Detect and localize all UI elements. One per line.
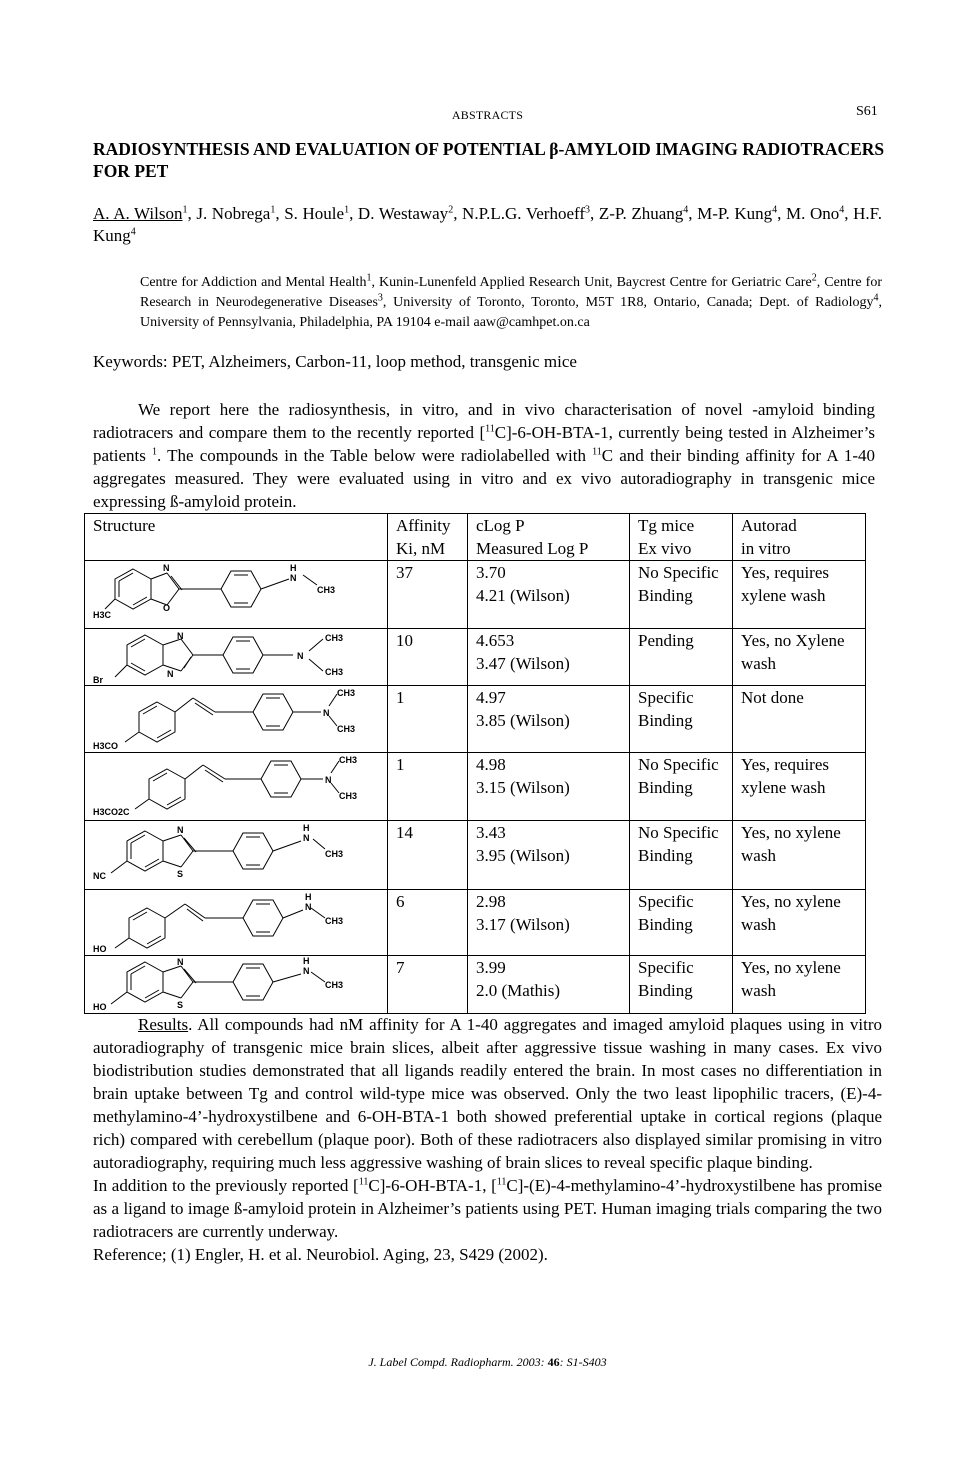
header-text: cLog P (476, 516, 525, 535)
results-label: Results (138, 1015, 189, 1034)
atom-label: H3CO2C (93, 807, 130, 817)
conclusion-text: In addition to the previously reported [ (93, 1176, 359, 1195)
atom-label: N (177, 825, 184, 835)
author-name: N.P.L.G. Verhoeff (462, 204, 586, 223)
atom-label: S (177, 1000, 184, 1010)
measured-logp: 3.17 (Wilson) (476, 914, 570, 934)
header-text: Affinity (396, 516, 451, 535)
affinity-cell: 6 (388, 890, 468, 956)
clogp-value: 4.98 (476, 755, 506, 774)
measured-logp: 4.21 (Wilson) (476, 585, 570, 605)
affiliations (140, 273, 882, 333)
atom-label: H (305, 892, 312, 902)
structure-cell (85, 890, 388, 956)
results-text: . All compounds had nM affinity for A 1-40 aggregates and imaged amyloid plaques using in vitro autoradiography of transgenic mice brain slices, albeit after aggressive tissue washing in many cases. Ex vivo biodistribution studies demonstrated that all ligands readily entered the brain. In most cases no differentiation in brain uptake between Tg and control wild-type mice was observed. Only the two least lipophilic tracers, (E)-4-methylamino-4’-hydroxystilbene and 6-OH-BTA-1 both showed preferential uptake in cortical regions (plaque rich) compared with cerebellum (plaque poor). Both of these radiotracers also displayed similar promising in vitro autoradiography, requiring much less aggressive washing of brain slices to reveal specific plaque binding. (93, 1015, 882, 1172)
header-text: Tg mice (638, 516, 695, 535)
affiliation-text: Centre for Addiction and Mental Health (140, 275, 367, 290)
citation-mark: 1 (152, 446, 158, 458)
clogp-value: 4.97 (476, 688, 506, 707)
author-affiliation: 4 (839, 204, 845, 216)
table-row (85, 629, 866, 686)
atom-label: N (325, 775, 332, 785)
atom-label: N (290, 573, 297, 583)
author-name: S. Houle (284, 204, 345, 223)
measured-logp: 3.85 (Wilson) (476, 710, 570, 730)
autorad-cell: Not done (733, 686, 866, 753)
atom-label: CH3 (339, 755, 358, 765)
header-cell (468, 514, 630, 561)
atom-label: CH3 (325, 980, 344, 990)
measured-logp: 3.15 (Wilson) (476, 777, 570, 797)
atom-label: CH3 (317, 585, 336, 595)
clogp-value: 2.98 (476, 892, 506, 911)
autorad-cell: Yes, no Xylene wash (733, 629, 866, 686)
structure-cell (85, 686, 388, 753)
header-text: Structure (93, 516, 156, 535)
logp-cell (468, 753, 630, 821)
logp-cell (468, 890, 630, 956)
author-affiliation: 1 (344, 204, 350, 216)
keywords: Keywords: PET, Alzheimers, Carbon-11, loop method, transgenic mice (93, 352, 577, 371)
hydroxybenzothiazole-structure (85, 956, 388, 1013)
structure-cell (85, 629, 388, 686)
atom-label: N (297, 651, 304, 661)
affiliation-text: , Kunin-Lunenfeld Applied Research Unit, Baycrest Centre for Geriatric Care (371, 275, 812, 290)
atom-label: HO (93, 1002, 107, 1012)
tg-cell: No Specific Binding (630, 821, 733, 890)
isotope-mark: 11 (496, 1176, 507, 1188)
table-row (85, 753, 866, 821)
affiliation-mark: 2 (811, 272, 817, 284)
author-name: Z-P. Zhuang (598, 204, 684, 223)
atom-label: N (303, 966, 310, 976)
affiliation-text: , University of Toronto, Toronto, M5T 1R8, Ontario, Canada; Dept. of Radiology (382, 295, 874, 310)
atom-label: CH3 (325, 633, 344, 643)
author-list: A. A. Wilson$^1$, J. Nobrega$^1$, S. Houle$^1$, D. Westaway$^2$, N.P.L.G. Verhoeff$^3$, Z-P. Zhuang$^4$, M-P. Kung$^4$, M. Ono$^4$, H.F. Kung$^4$ (93, 204, 882, 245)
atom-label: H3CO (93, 741, 119, 751)
logp-cell (468, 686, 630, 753)
author-affiliation: 1 (270, 204, 276, 216)
results-section (93, 1013, 882, 1266)
header-text: Autorad (741, 516, 797, 535)
author-affiliation: 2 (448, 204, 454, 216)
logp-cell (468, 821, 630, 890)
clogp-value: 3.70 (476, 563, 506, 582)
intro-text: We report here the radiosynthesis, in vitro, and in vivo characterisation of novel -amyloid binding radiotracers and compare them to the recently reported [ (93, 400, 875, 442)
atom-label: Br (93, 675, 104, 685)
author-name: M-P. Kung (697, 204, 773, 223)
tg-cell: Specific Binding (630, 890, 733, 956)
affiliation-mark: 1 (366, 272, 372, 284)
intro-paragraph (93, 398, 875, 513)
reference: Reference; (1) Engler, H. et al. Neurobiol. Aging, 23, S429 (2002). (93, 1245, 548, 1264)
clogp-value: 3.43 (476, 823, 506, 842)
atom-label: S (177, 869, 184, 879)
autorad-cell: Yes, no xylene wash (733, 821, 866, 890)
tg-cell: Pending (630, 629, 733, 686)
compound-table (84, 513, 866, 1014)
author-name: J. Nobrega (196, 204, 271, 223)
affinity-cell: 37 (388, 561, 468, 629)
structure-cell (85, 753, 388, 821)
benzoxazole-structure (85, 561, 388, 628)
tg-cell: Specific Binding (630, 686, 733, 753)
atom-label: H (303, 956, 310, 966)
atom-label: N (177, 631, 184, 641)
header-cell (85, 514, 388, 561)
measured-logp: 2.0 (Mathis) (476, 980, 561, 1000)
atom-label: H (290, 563, 297, 573)
author-affiliation: 4 (130, 226, 136, 238)
author-affiliation: 1 (182, 204, 188, 216)
author-name: A. A. Wilson (93, 204, 183, 223)
atom-label: CH3 (325, 916, 344, 926)
imidazopyridine-structure (85, 629, 388, 685)
atom-label: CH3 (339, 791, 358, 801)
conclusion-paragraph (93, 1174, 882, 1243)
author-affiliation: 3 (585, 204, 591, 216)
tg-cell: Specific Binding (630, 956, 733, 1014)
author-name: D. Westaway (357, 204, 449, 223)
affiliation-text: , University of Pennsylvania, Philadelphia, PA 19104 e-mail aaw@camhpet.on.ca (140, 295, 882, 330)
atom-label: H3C (93, 610, 112, 620)
clogp-value: 3.99 (476, 958, 506, 977)
header-cell (388, 514, 468, 561)
hydroxystilbene-structure (85, 890, 388, 955)
cyanobenzothiazole-structure (85, 821, 388, 889)
isotope-mark: 11 (592, 446, 602, 458)
affinity-cell: 7 (388, 956, 468, 1014)
header-text: Ki, nM (396, 538, 446, 558)
journal-volume: 46 (547, 1355, 560, 1369)
atom-label: N (323, 708, 330, 718)
autorad-cell: Yes, requires xylene wash (733, 753, 866, 821)
logp-cell (468, 561, 630, 629)
journal-pages: : S1-S403 (559, 1355, 607, 1369)
esterstilbene-structure (85, 753, 388, 820)
conclusion-text: C]-6-OH-BTA-1, [ (368, 1176, 497, 1195)
methoxystilbene-structure (85, 686, 388, 752)
intro-text: C]-6-OH-BTA-1, currently being tested in Alzheimer’s patients (93, 423, 875, 465)
paper-title: RADIOSYNTHESIS AND EVALUATION OF POTENTIAL β-AMYLOID IMAGING RADIOTRACERS FOR PET (93, 139, 885, 181)
logp-cell (468, 956, 630, 1014)
atom-label: O (163, 603, 171, 613)
table-row (85, 956, 866, 1014)
atom-label: N (177, 957, 184, 967)
author-name: M. Ono (786, 204, 840, 223)
intro-text: . The compounds in the Table below were radiolabelled with (157, 446, 593, 465)
affiliation-mark: 3 (377, 292, 383, 304)
affinity-cell: 14 (388, 821, 468, 890)
clogp-value: 4.653 (476, 631, 515, 650)
isotope-mark: 11 (485, 423, 495, 435)
author-affiliation: 4 (772, 204, 778, 216)
header-text: in vitro (741, 538, 791, 558)
affinity-cell: 1 (388, 753, 468, 821)
logp-cell (468, 629, 630, 686)
header-cell (630, 514, 733, 561)
structure-cell (85, 561, 388, 629)
atom-label: CH3 (337, 688, 356, 698)
affiliation-mark: 4 (873, 292, 879, 304)
atom-label: NC (93, 871, 106, 881)
header-text: Measured Log P (476, 538, 589, 558)
affinity-cell: 1 (388, 686, 468, 753)
atom-label: CH3 (325, 849, 344, 859)
structure-cell (85, 821, 388, 890)
header-text: Ex vivo (638, 538, 692, 558)
journal-footer (0, 1355, 975, 1370)
table-row (85, 686, 866, 753)
structure-cell (85, 956, 388, 1014)
autorad-cell: Yes, no xylene wash (733, 956, 866, 1014)
atom-label: CH3 (325, 667, 344, 677)
conclusion-text: C]-(E)-4-methylamino-4’-hydroxystilbene has promise as a ligand to image ß-amyloid protein in Alzheimer’s patients using PET. Human imaging trials comparing the two radiotracers are currently underway. (93, 1176, 882, 1241)
affinity-cell: 10 (388, 629, 468, 686)
isotope-mark: 11 (358, 1176, 369, 1188)
atom-label: N (163, 563, 170, 573)
running-header: ABSTRACTS (451, 108, 524, 122)
tg-cell: No Specific Binding (630, 753, 733, 821)
author-name: H.F. Kung (93, 204, 882, 245)
atom-label: N (167, 669, 174, 679)
journal-name: J. Label Compd. Radiopharm. (368, 1355, 514, 1369)
autorad-cell: Yes, no xylene wash (733, 890, 866, 956)
affiliation-text: , Centre for Research in Neurodegenerative Diseases (140, 275, 882, 310)
results-paragraph (93, 1013, 882, 1174)
page-number: S61 (856, 104, 878, 119)
measured-logp: 3.47 (Wilson) (476, 653, 570, 673)
measured-logp: 3.95 (Wilson) (476, 845, 570, 865)
introduction (93, 398, 875, 513)
table-row (85, 561, 866, 629)
atom-label: N (305, 902, 312, 912)
header-cell (733, 514, 866, 561)
journal-year: 2003: (513, 1355, 548, 1369)
author-affiliation: 4 (683, 204, 689, 216)
table-row (85, 890, 866, 956)
table-row (85, 821, 866, 890)
atom-label: H (303, 823, 310, 833)
atom-label: N (303, 833, 310, 843)
atom-label: CH3 (337, 724, 356, 734)
atom-label: HO (93, 944, 107, 954)
intro-text: C and their binding affinity for A 1-40 aggregates measured. They were evaluated using in vitro and ex vivo autoradiography in transgenic mice expressing ß-amyloid protein. (93, 446, 875, 511)
tg-cell: No Specific Binding (630, 561, 733, 629)
autorad-cell: Yes, requires xylene wash (733, 561, 866, 629)
table-header-row (85, 514, 866, 561)
